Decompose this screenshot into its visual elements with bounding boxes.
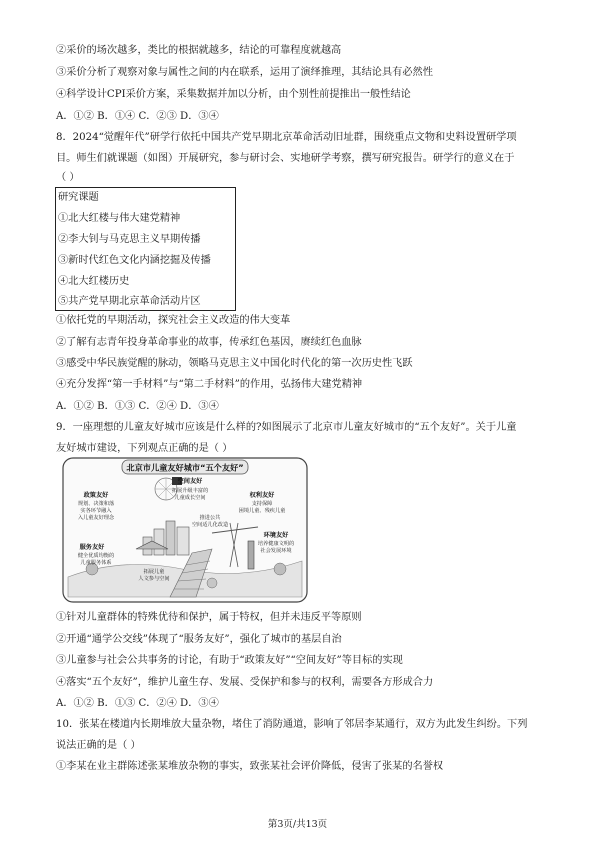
answer-choices: A．①② B．①④ C．②③ D．③④ bbox=[56, 111, 219, 122]
research-topics-box bbox=[55, 187, 236, 311]
rights-friendly-title: 权利友好 bbox=[249, 492, 275, 499]
center-text: 推进公共 bbox=[199, 515, 221, 521]
question-8-stem: 8．2024“觉醒年代”研学行依托中国共产党早期北京革命活动旧址群，围绕重点文物和史料设置研学项 bbox=[56, 132, 517, 143]
child-friendly-city-illustration bbox=[62, 457, 308, 603]
box-item: ①北大红楼与伟大建党精神 bbox=[58, 213, 181, 224]
rights-friendly-text: 困境儿童、残疾儿童 bbox=[238, 508, 286, 514]
box-item: ⑤共产党早期北京革命活动片区 bbox=[58, 296, 201, 307]
building-icon bbox=[154, 529, 164, 555]
space-friendly-text: 儿童成长空间 bbox=[174, 495, 206, 501]
tower-icon bbox=[248, 541, 254, 569]
option-line: ③感受中华民族觉醒的脉动，领略马克思主义中国化时代化的第一次历史性飞跃 bbox=[56, 358, 413, 369]
question-9-stem: 友好城市建设，下列观点正确的是（ ） bbox=[56, 443, 233, 454]
answer-choices: A．①② B．①③ C．②④ D．③④ bbox=[56, 698, 219, 709]
space-friendly-text: 拓展升级丰富的 bbox=[171, 488, 209, 494]
box-item: ②李大钊与马克思主义早期传播 bbox=[58, 234, 201, 245]
option-line: ①依托党的早期活动，探究社会主义改造的伟大变革 bbox=[56, 315, 291, 326]
box-item: ③新时代红色文化内涵挖掘及传播 bbox=[58, 255, 211, 266]
question-9-stem: 9．一座理想的儿童友好城市应该是什么样的?如图展示了北京市儿童友好城市的“五个友好”。关于儿童 bbox=[56, 422, 517, 433]
environment-friendly-text: 社会发展环境 bbox=[260, 548, 292, 554]
building-icon bbox=[177, 527, 189, 555]
question-8-stem: （ ） bbox=[56, 172, 80, 183]
policy-friendly-text: 实各环节融入 bbox=[80, 508, 112, 514]
building-icon bbox=[166, 521, 175, 555]
option-line: ④充分发挥“第一手材料”与“第二手材料”的作用，弘扬伟大建党精神 bbox=[56, 379, 363, 390]
participation-text: 拓展儿童 bbox=[143, 569, 165, 575]
environment-friendly-title: 环境友好 bbox=[263, 532, 289, 539]
tree-icon bbox=[274, 563, 286, 575]
policy-friendly-text: 规划、决策和落 bbox=[77, 501, 115, 507]
option-line: ④科学设计CPI采价方案，采集数据并加以分析，由个别性前提推出一般性结论 bbox=[56, 89, 411, 100]
option-line: ③采价分析了观察对象与属性之间的内在联系，运用了演绎推理，其结论具有必然性 bbox=[56, 67, 433, 78]
page-number: 第3页/共13页 bbox=[267, 819, 328, 830]
participation-text: 人文参与空间 bbox=[138, 576, 170, 582]
question-10-stem: 10．张某在楼道内长期堆放大量杂物，堵住了消防通道，影响了邻居李某通行，双方为此发生纠纷。下列 bbox=[56, 719, 528, 730]
tree-icon bbox=[207, 578, 217, 588]
option-line: ②了解有志青年投身革命事业的故事，传承红色基因，赓续红色血脉 bbox=[56, 337, 362, 348]
option-line: ②采价的场次越多，类比的根据就越多，结论的可靠程度就越高 bbox=[56, 45, 342, 56]
rights-friendly-text: 支持保障 bbox=[251, 501, 273, 507]
center-text: 空间适儿化改造 bbox=[191, 522, 229, 528]
box-item: ④北大红楼历史 bbox=[58, 276, 130, 287]
option-line: ③儿童参与社会公共事务的讨论，有助于“政策友好”“空间友好”等目标的实现 bbox=[56, 655, 403, 666]
service-friendly-text: 儿童服务体系 bbox=[80, 560, 112, 566]
box-title: 研究课题 bbox=[58, 192, 99, 203]
answer-choices: A．①② B．①③ C．②④ D．③④ bbox=[56, 401, 219, 412]
figure-title: 北京市儿童友好城市“五个友好” bbox=[126, 462, 244, 473]
question-10-stem: 说法正确的是（ ） bbox=[56, 740, 141, 751]
policy-friendly-title: 政策友好 bbox=[83, 492, 109, 499]
option-line: ②开通“通学公交线”体现了“服务友好”，强化了城市的基层自治 bbox=[56, 634, 342, 645]
option-line: ①针对儿童群体的特殊优待和保护，属于特权，但并未违反平等原则 bbox=[56, 612, 362, 623]
question-8-stem: 目。师生们就课题（如图）开展研究，参与研讨会、实地研学考察，撰写研究报告。研学行的意义在于 bbox=[56, 153, 515, 164]
policy-friendly-text: 入儿童友好理念 bbox=[77, 515, 115, 521]
environment-friendly-text: 培养健康文明的 bbox=[257, 541, 295, 547]
option-line: ①李某在业主群陈述张某堆放杂物的事实，致张某社会评价降低，侵害了张某的名誉权 bbox=[56, 761, 444, 772]
service-friendly-text: 健全优质均衡的 bbox=[77, 553, 115, 559]
option-line: ④落实“五个友好”，维护儿童生存、发展、受保护和参与的权利，需要各方形成合力 bbox=[56, 677, 434, 688]
space-friendly-title: 空间友好 bbox=[177, 478, 203, 485]
service-friendly-title: 服务友好 bbox=[79, 544, 105, 551]
